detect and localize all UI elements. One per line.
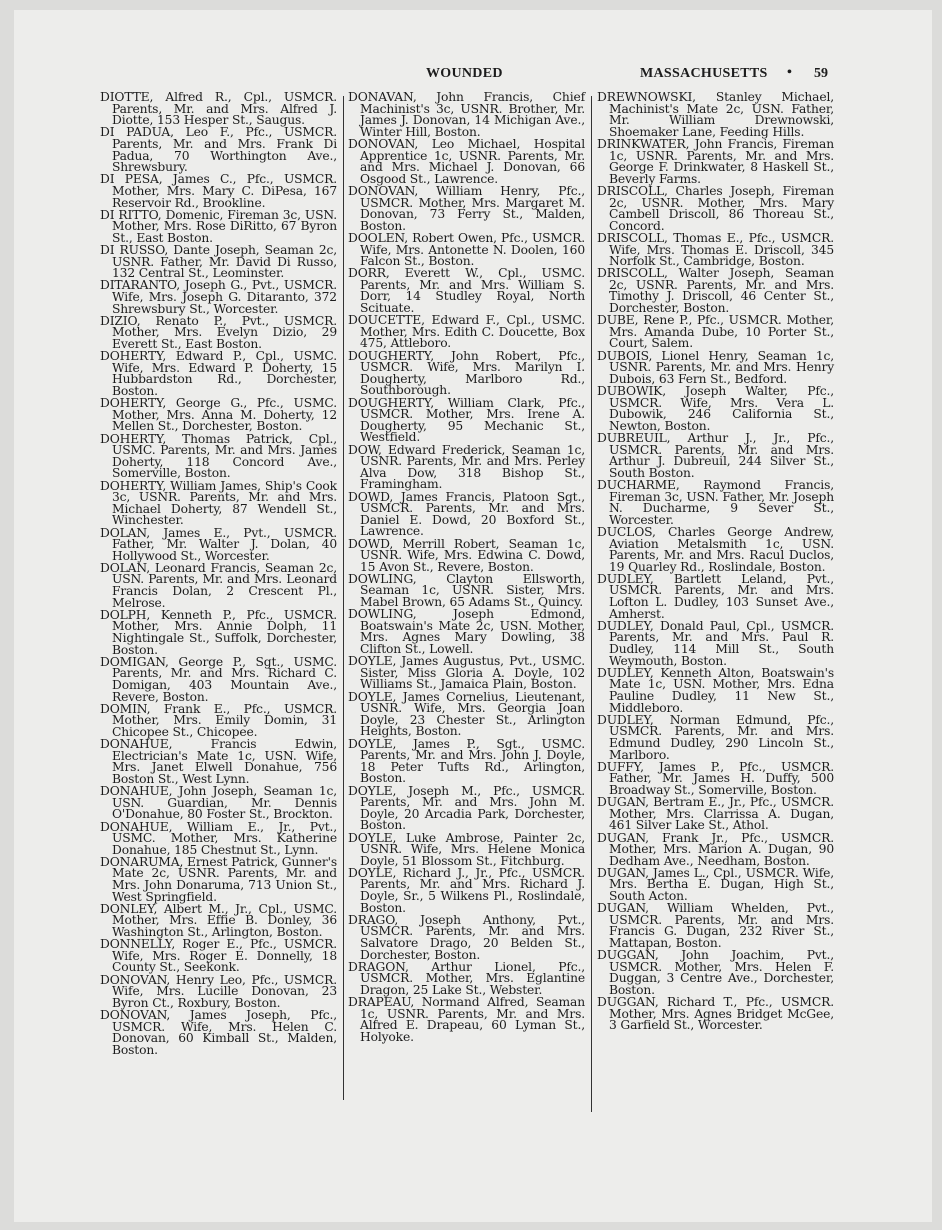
casualty-entry: DRISCOLL, Walter Joseph, Seaman 2c, USNR. Parents, Mr. and Mrs. Timothy J. Driscoll, 46 Center St., Dorchester, Boston.	[597, 266, 834, 316]
section-title: WOUNDED	[426, 66, 503, 81]
casualty-entry: DUDLEY, Donald Paul, Cpl., USMCR. Parents, Mr. and Mrs. Paul R. Dudley, 114 Mill St., South Weymouth, Boston.	[597, 618, 834, 668]
casualty-entry: DUDLEY, Kenneth Alton, Boatswain's Mate 1c, USN. Mother, Mrs. Edna Pauline Dudley, 11 New St., Middleboro.	[597, 665, 834, 715]
casualty-entry: DOYLE, Joseph M., Pfc., USMCR. Parents, Mr. and Mrs. John M. Doyle, 20 Arcadia Park, Dorchester, Boston.	[348, 783, 585, 833]
casualty-entry: DUFFY, James P., Pfc., USMCR. Father, Mr. James H. Duffy, 500 Broadway St., Somerville, Boston.	[597, 759, 834, 797]
casualty-entry: DOWLING, Joseph Edmond, Boatswain's Mate 2c, USN. Mother, Mrs. Agnes Mary Dowling, 38 Clifton St., Lowell.	[348, 607, 585, 657]
page-number: 59	[814, 66, 828, 81]
casualty-entry: DONOVAN, Leo Michael, Hospital Apprentice 1c, USNR. Parents, Mr. and Mrs. Michael J. Donovan, 66 Osgood St., Lawrence.	[348, 136, 585, 186]
casualty-entry: DI RITTO, Domenic, Fireman 3c, USN. Mother, Mrs. Rose DiRitto, 67 Byron St., East Boston.	[100, 207, 337, 245]
column-divider	[343, 96, 344, 1100]
casualty-entry: DUCLOS, Charles George Andrew, Aviation Metalsmith 1c, USN. Parents, Mr. and Mrs. Racul Duclos, 19 Quarley Rd., Roslindale, Boston.	[597, 524, 834, 574]
casualty-entry: DONAHUE, John Joseph, Seaman 1c, USN. Guardian, Mr. Dennis O'Donahue, 80 Foster St., Brockton.	[100, 784, 337, 822]
casualty-entry: DONAHUE, William E., Jr., Pvt., USMC. Mother, Mrs. Katherine Donahue, 185 Chestnut St., Lynn.	[100, 819, 337, 857]
casualty-entry: DUBOIS, Lionel Henry, Seaman 1c, USNR. Parents, Mr. and Mrs. Henry Dubois, 63 Fern St., Bedford.	[597, 348, 834, 386]
casualty-entry: DUCHARME, Raymond Francis, Fireman 3c, USN. Father, Mr. Joseph N. Ducharme, 9 Sever St., Worcester.	[597, 477, 834, 527]
casualty-entry: DRAGON, Arthur Lionel, Pfc., USMCR. Mother, Mrs. Eglantine Dragon, 25 Lake St., Webster.	[348, 959, 585, 997]
casualty-entry: DREWNOWSKI, Stanley Michael, Machinist's Mate 2c, USN. Father, Mr. William Drewnowski, Shoemaker Lane, Feeding Hills.	[597, 90, 834, 139]
casualty-entry: DOOLEN, Robert Owen, Pfc., USMCR. Wife, Mrs. Antonette N. Doolen, 160 Falcon St., Boston.	[348, 230, 585, 269]
casualty-entry: DONARUMA, Ernest Patrick, Gunner's Mate 2c, USNR. Parents, Mr. and Mrs. John Donaruma, 713 Union St., West Springfield.	[100, 854, 337, 904]
casualty-entry: DONLEY, Albert M., Jr., Cpl., USMC. Mother, Mrs. Effie B. Donley, 36 Washington St., Arlington, Boston.	[100, 901, 337, 940]
casualty-entry: DOMIGAN, George P., Sgt., USMC. Parents, Mr. and Mrs. Richard C. Domigan, 403 Mountain Ave., Revere, Boston.	[100, 654, 337, 704]
casualty-entry: DOUGHERTY, William Clark, Pfc., USMCR. Mother, Mrs. Irene A. Dougherty, 95 Mechanic St., Westfield.	[348, 395, 585, 445]
casualty-entry: DRISCOLL, Charles Joseph, Fireman 2c, USNR. Mother, Mrs. Mary Cambell Driscoll, 86 Thoreau St., Concord.	[597, 183, 834, 233]
casualty-entry: DOLPH, Kenneth P., Pfc., USMCR. Mother, Mrs. Annie Dolph, 11 Nightingale St., Suffolk, Dorchester, Boston.	[100, 607, 337, 657]
casualty-entry: DONNELLY, Roger E., Pfc., USMCR. Wife, Mrs. Roger E. Donnelly, 18 County St., Seekonk.	[100, 937, 337, 975]
casualty-entry: DOLAN, James E., Pvt., USMCR. Father, Mr. Walter J. Dolan, 40 Hollywood St., Worcester.	[100, 525, 337, 563]
column-1	[100, 92, 337, 1057]
casualty-entry: DRINKWATER, John Francis, Fireman 1c, USNR. Parents, Mr. and Mrs. George F. Drinkwater, 8 Haskell St., Beverly Farms.	[597, 136, 834, 186]
header-bullet: •	[787, 65, 792, 80]
casualty-entry: DOYLE, James P., Sgt., USMC. Parents, Mr. and Mrs. John J. Doyle, 18 Peter Tufts Rd., Arlington, Boston.	[348, 736, 585, 786]
casualty-entry: DORR, Everett W., Cpl., USMC. Parents, Mr. and Mrs. William S. Dorr, 14 Studley Royal, North Scituate.	[348, 266, 585, 316]
casualty-entry: DUBE, Rene P., Pfc., USMCR. Mother, Mrs. Amanda Dube, 10 Porter St., Court, Salem.	[597, 313, 834, 351]
casualty-entry: DUDLEY, Bartlett Leland, Pvt., USMCR. Parents, Mr. and Mrs. Lofton L. Dudley, 103 Sunset Ave., Amherst.	[597, 571, 834, 621]
casualty-entry: DOWLING, Clayton Ellsworth, Seaman 1c, USNR. Sister, Mrs. Mabel Brown, 65 Adams St., Quincy.	[348, 571, 585, 610]
column-3	[597, 92, 834, 1033]
casualty-entry: DUBOWIK, Joseph Walter, Pfc., USMCR. Wife, Mrs. Vera L. Dubowik, 246 California St., Newton, Boston.	[597, 384, 834, 433]
casualty-entry: DOLAN, Leonard Francis, Seaman 2c, USN. Parents, Mr. and Mrs. Leonard Francis Dolan, 2 Crescent Pl., Melrose.	[100, 560, 337, 610]
casualty-entry: DOYLE, James Augustus, Pvt., USMC. Sister, Miss Gloria A. Doyle, 102 Williams St., Jamaica Plain, Boston.	[348, 654, 585, 692]
casualty-entry: DUGAN, James L., Cpl., USMCR. Wife, Mrs. Bertha E. Dugan, High St., South Acton.	[597, 865, 834, 904]
casualty-entry: DOUCETTE, Edward F., Cpl., USMC. Mother, Mrs. Edith C. Doucette, Box 475, Attleboro.	[348, 313, 585, 351]
casualty-entry: DONAVAN, John Francis, Chief Machinist's 3c, USNR. Brother, Mr. James J. Donovan, 14 Michigan Ave., Winter Hill, Boston.	[348, 90, 585, 139]
casualty-entry: DONOVAN, Henry Leo, Pfc., USMCR. Wife, Mrs. Lucille Donovan, 23 Byron Ct., Roxbury, Boston.	[100, 972, 337, 1010]
casualty-entry: DUGAN, William Whelden, Pvt., USMCR. Parents, Mr. and Mrs. Francis G. Dugan, 232 River St., Mattapan, Boston.	[597, 901, 834, 951]
casualty-entry: DUGGAN, John Joachim, Pvt., USMCR. Mother, Mrs. Helen F. Duggan, 3 Centre Ave., Dorchester, Boston.	[597, 948, 834, 997]
casualty-entry: DOMIN, Frank E., Pfc., USMCR. Mother, Mrs. Emily Domin, 31 Chicopee St., Chicopee.	[100, 701, 337, 739]
casualty-entry: DRAPEAU, Normand Alfred, Seaman 1c, USNR. Parents, Mr. and Mrs. Alfred E. Drapeau, 60 Lyman St., Holyoke.	[348, 995, 585, 1044]
casualty-entry: DUGAN, Frank Jr., Pfc., USMCR. Mother, Mrs. Marion A. Dugan, 90 Dedham Ave., Needham, Boston.	[597, 830, 834, 868]
casualty-entry: DOHERTY, William James, Ship's Cook 3c, USNR. Parents, Mr. and Mrs. Michael Doherty, 87 Wendell St., Winchester.	[100, 478, 337, 528]
casualty-entry: DUGAN, Bertram E., Jr., Pfc., USMCR. Mother, Mrs. Clarrissa A. Dugan, 461 Silver Lake St., Athol.	[597, 795, 834, 833]
column-divider	[591, 96, 592, 1112]
casualty-entry: DOW, Edward Frederick, Seaman 1c, USNR. Parents, Mr. and Mrs. Perley Alva Dow, 318 Bishop St., Framingham.	[348, 442, 585, 492]
casualty-entry: DITARANTO, Joseph G., Pvt., USMCR. Wife, Mrs. Joseph G. Ditaranto, 372 Shrewsbury St., Worcester.	[100, 278, 337, 316]
casualty-entry: DOHERTY, George G., Pfc., USMC. Mother, Mrs. Anna M. Doherty, 12 Mellen St., Dorchester, Boston.	[100, 396, 337, 434]
casualty-entry: DRISCOLL, Thomas E., Pfc., USMCR. Wife, Mrs. Thomas E. Driscoll, 345 Norfolk St., Cambridge, Boston.	[597, 230, 834, 269]
casualty-entry: DOUGHERTY, John Robert, Pfc., USMCR. Wife, Mrs. Marilyn I. Dougherty, Marlboro Rd., Southborough.	[348, 348, 585, 398]
casualty-entry: DI PADUA, Leo F., Pfc., USMCR. Parents, Mr. and Mrs. Frank Di Padua, 70 Worthington Ave., Shrewsbury.	[100, 125, 337, 175]
casualty-entry: DOWD, Merrill Robert, Seaman 1c, USNR. Wife, Mrs. Edwina C. Dowd, 15 Avon St., Revere, Boston.	[348, 536, 585, 574]
state-title: MASSACHUSETTS	[640, 66, 768, 81]
casualty-entry: DONOVAN, William Henry, Pfc., USMCR. Mother, Mrs. Margaret M. Donovan, 73 Ferry St., Malden, Boston.	[348, 183, 585, 233]
casualty-entry: DRAGO, Joseph Anthony, Pvt., USMCR. Parents, Mr. and Mrs. Salvatore Drago, 20 Belden St., Dorchester, Boston.	[348, 912, 585, 962]
casualty-entry: DOYLE, Luke Ambrose, Painter 2c, USNR. Wife, Mrs. Helene Monica Doyle, 51 Blossom St., Fitchburg.	[348, 830, 585, 868]
casualty-entry: DOYLE, James Cornelius, Lieutenant, USNR. Wife, Mrs. Georgia Joan Doyle, 23 Chester St., Arlington Heights, Boston.	[348, 689, 585, 739]
casualty-entry: DI PESA, James C., Pfc., USMCR. Mother, Mrs. Mary C. DiPesa, 167 Reservoir Rd., Brookline.	[100, 172, 337, 210]
casualty-entry: DUDLEY, Norman Edmund, Pfc., USMCR. Parents, Mr. and Mrs. Edmund Dudley, 290 Lincoln St., Marlboro.	[597, 712, 834, 762]
casualty-entry: DONOVAN, James Joseph, Pfc., USMCR. Wife, Mrs. Helen C. Donovan, 60 Kimball St., Malden, Boston.	[100, 1007, 337, 1057]
casualty-entry: DONAHUE, Francis Edwin, Electrician's Mate 1c, USN. Wife, Mrs. Janet Elwell Donahue, 756 Boston St., West Lynn.	[100, 737, 337, 786]
casualty-entry: DUGGAN, Richard T., Pfc., USMCR. Mother, Mrs. Agnes Bridget McGee, 3 Garfield St., Worcester.	[597, 995, 834, 1033]
casualty-entry: DOYLE, Richard J., Jr., Pfc., USMCR. Parents, Mr. and Mrs. Richard J. Doyle, Sr., 5 Wilkens Pl., Roslindale, Boston.	[348, 865, 585, 915]
column-2	[348, 92, 585, 1044]
casualty-entry: DIOTTE, Alfred R., Cpl., USMCR. Parents, Mr. and Mrs. Alfred J. Diotte, 153 Hesper St., Saugus.	[100, 90, 337, 128]
page-header	[0, 66, 942, 84]
casualty-entry: DUBREUIL, Arthur J., Jr., Pfc., USMCR. Parents, Mr. and Mrs. Arthur J. Dubreuil, 244 Silver St., South Boston.	[597, 430, 834, 480]
casualty-entry: DOHERTY, Edward P., Cpl., USMC. Wife, Mrs. Edward P. Doherty, 15 Hubbardston Rd., Dorchester, Boston.	[100, 349, 337, 398]
casualty-entry: DIZIO, Renato P., Pvt., USMCR. Mother, Mrs. Evelyn Dizio, 29 Everett St., East Boston.	[100, 313, 337, 352]
casualty-entry: DOWD, James Francis, Platoon Sgt., USMCR. Parents, Mr. and Mrs. Daniel E. Dowd, 20 Boxford St., Lawrence.	[348, 489, 585, 539]
casualty-entry: DI RUSSO, Dante Joseph, Seaman 2c, USNR. Father, Mr. David Di Russo, 132 Central St., Leominster.	[100, 243, 337, 281]
casualty-entry: DOHERTY, Thomas Patrick, Cpl., USMC. Parents, Mr. and Mrs. James Doherty, 118 Concord Ave., Somerville, Boston.	[100, 431, 337, 481]
